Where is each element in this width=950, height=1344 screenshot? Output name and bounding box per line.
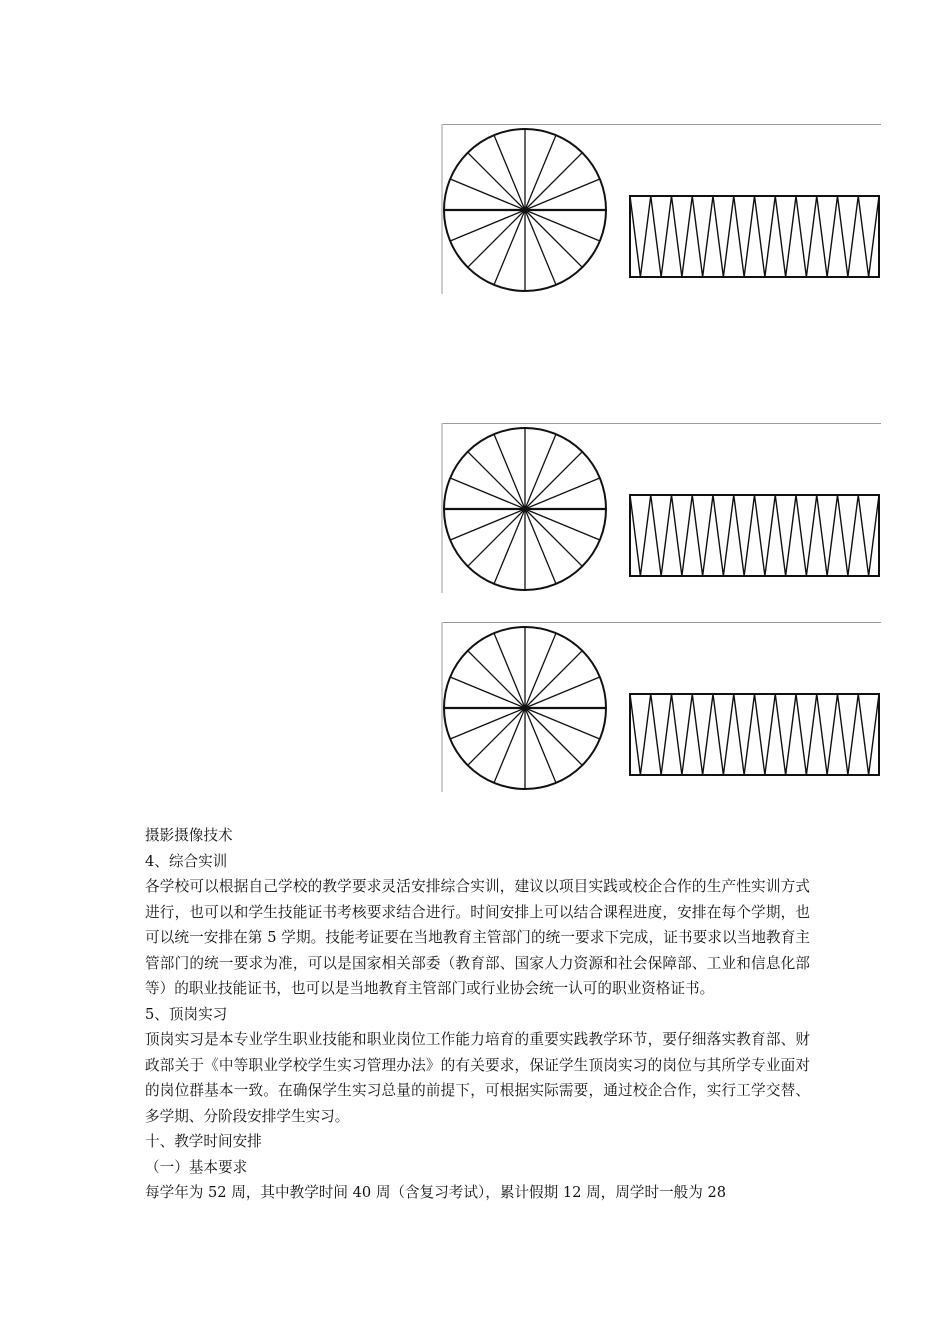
paragraph-comprehensive-training: 各学校可以根据自己学校的教学要求灵活安排综合实训，建议以项目实践或校企合作的生产性实训方式进行，也可以和学生技能证书考核要求结合进行。时间安排上可以结合课程进度，安排在每个学期，也可以统一安排在第 5 学期。技能考证要在当地教育主管部门的统一要求下完成，证书要求以当地教育主管部门的统一要求为准，可以是国家相关部委（教育部、国家人力资源和社会保障部、工业和信息化部等）的职业技能证书，也可以是当地教育主管部门或行业协会统一认可的职业资格证书。	[145, 878, 810, 997]
heading-basic-requirements: （一）基本要求	[145, 1158, 248, 1176]
circle-spoke	[525, 509, 582, 566]
circle-spoke	[525, 210, 582, 267]
zigzag-frame	[630, 196, 879, 277]
zigzag-frame	[630, 694, 879, 775]
circle-spoke	[525, 452, 582, 509]
circle-zigzag-figure-2	[441, 423, 881, 593]
paragraph-basic-requirements: 每学年为 52 周，其中教学时间 40 周（含复习考试），累计假期 12 周，周学时一般为 28	[145, 1184, 727, 1201]
circle-spoke	[468, 210, 525, 267]
circle-zigzag-figure-1	[441, 124, 881, 294]
zigzag-frame	[630, 495, 879, 576]
circle-spoke	[525, 651, 582, 708]
circle-spoke	[468, 708, 525, 765]
circle-spoke	[468, 452, 525, 509]
circle-spoke	[468, 509, 525, 566]
heading-teaching-schedule: 十、教学时间安排	[145, 1133, 262, 1150]
zigzag-line	[630, 495, 879, 576]
circle-spoke	[468, 651, 525, 708]
zigzag-line	[630, 694, 879, 775]
heading-internship: 5、顶岗实习	[145, 1005, 228, 1023]
circle-spoke	[525, 708, 582, 765]
circle-spoke	[525, 153, 582, 210]
heading-comprehensive-training: 4、综合实训	[145, 852, 228, 870]
body-text	[145, 823, 810, 1206]
course-name: 摄影摄像技术	[145, 827, 233, 844]
circle-zigzag-figure-3	[441, 622, 881, 792]
paragraph-internship: 顶岗实习是本专业学生职业技能和职业岗位工作能力培育的重要实践教学环节，要仔细落实教育部、财政部关于《中等职业学校学生实习管理办法》的有关要求，保证学生顶岗实习的岗位与其所学专业面对的岗位群基本一致。在确保学生实习总量的前提下，可根据实际需要，通过校企合作，实行工学交替、多学期、分阶段安排学生实习。	[145, 1031, 810, 1125]
circle-spoke	[468, 153, 525, 210]
zigzag-line	[630, 196, 879, 277]
